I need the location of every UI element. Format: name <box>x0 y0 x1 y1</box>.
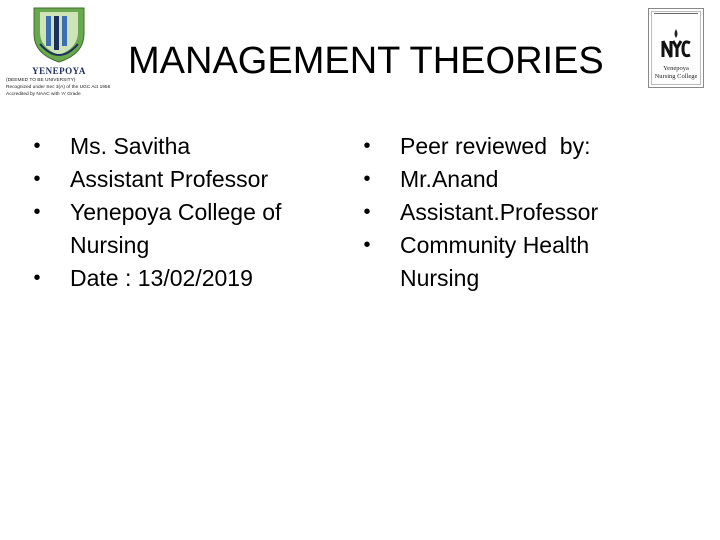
university-line-2: Recognized under Sec 3(A) of the UGC Act 1956 <box>6 85 111 90</box>
bullet-icon: • <box>363 135 371 157</box>
bullet-icon: • <box>363 201 371 223</box>
list-item <box>360 130 660 163</box>
college-name-line-2: Nursing College <box>654 73 698 80</box>
yenepoya-university-logo <box>0 0 118 108</box>
presenter-designation: Assistant Professor <box>70 166 269 192</box>
list-item <box>30 163 330 196</box>
nursing-college-emblem-icon <box>659 27 693 61</box>
reviewer-info <box>360 130 660 295</box>
bullet-icon: • <box>33 267 41 289</box>
reviewer-heading: Peer reviewed by: <box>400 133 591 159</box>
bullet-icon: • <box>363 168 371 190</box>
bullet-icon: • <box>33 201 41 223</box>
university-line-1: (DEEMED TO BE UNIVERSITY) <box>6 78 76 83</box>
list-item <box>30 262 330 295</box>
slide-title: MANAGEMENT THEORIES <box>128 40 604 82</box>
college-name-line-1: Yenepoya <box>663 65 689 72</box>
presentation-date: Date : 13/02/2019 <box>70 265 253 291</box>
presenter-institution: Yenepoya College of Nursing <box>70 199 282 258</box>
bullet-icon: • <box>33 135 41 157</box>
list-item <box>30 196 330 262</box>
reviewer-name: Mr.Anand <box>400 166 499 192</box>
university-name: YENEPOYA <box>32 66 86 76</box>
reviewer-designation: Assistant.Professor <box>400 199 599 225</box>
bullet-icon: • <box>33 168 41 190</box>
list-item <box>360 196 660 229</box>
university-line-3: Accredited by NAAC with 'A' Grade <box>6 92 81 97</box>
list-item <box>360 163 660 196</box>
university-crest-icon <box>26 4 92 66</box>
presenter-list <box>30 130 330 295</box>
presenter-name: Ms. Savitha <box>70 133 191 159</box>
logo-top-rule <box>654 13 698 16</box>
reviewer-list <box>360 130 660 295</box>
list-item <box>30 130 330 163</box>
presenter-info <box>30 130 330 295</box>
reviewer-department: Community Health Nursing <box>400 232 590 291</box>
list-item <box>360 229 660 295</box>
nursing-college-logo <box>648 8 704 88</box>
bullet-icon: • <box>363 234 371 256</box>
